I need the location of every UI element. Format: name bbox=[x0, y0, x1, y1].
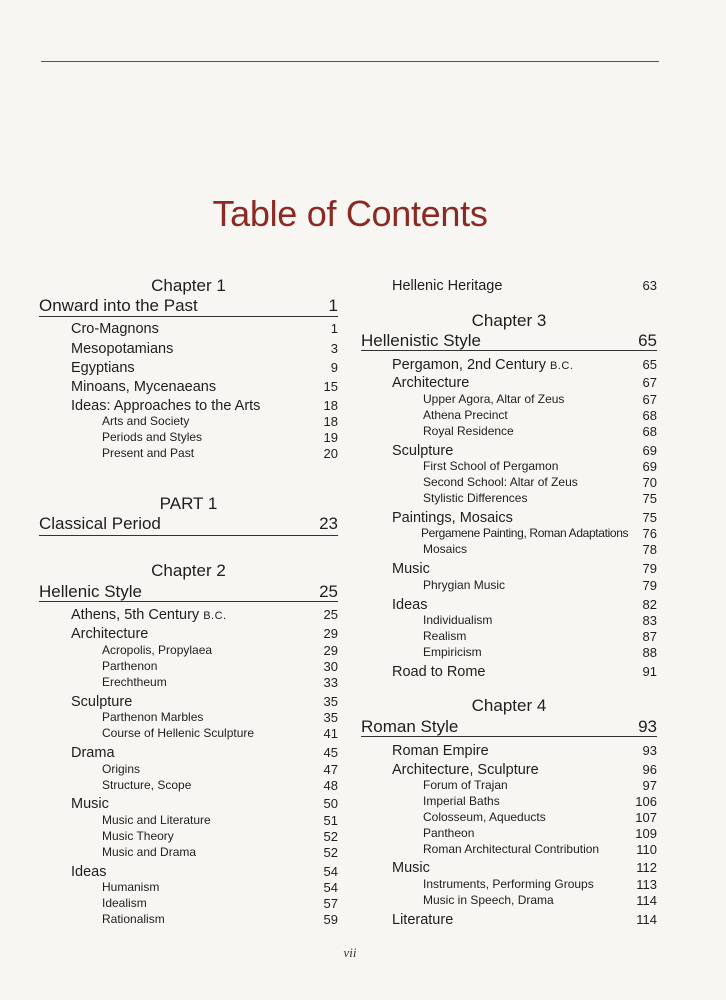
section-title: Hellenic Style bbox=[39, 582, 142, 601]
section-rule bbox=[39, 535, 338, 536]
section-title: Hellenistic Style bbox=[361, 331, 481, 350]
part-1-heading: PART 1 bbox=[159, 494, 218, 513]
section-title: Roman Style bbox=[361, 717, 459, 736]
page-number: 1 bbox=[328, 296, 338, 315]
folio-page-number: vii bbox=[343, 945, 357, 960]
section-rule bbox=[361, 736, 657, 737]
section-rule bbox=[39, 601, 338, 602]
chapter-3-heading: Chapter 3 bbox=[471, 311, 547, 330]
page-number: 23 bbox=[319, 514, 338, 533]
section-title: Classical Period bbox=[39, 514, 161, 533]
chapter-2-heading: Chapter 2 bbox=[151, 561, 226, 580]
section-title: Onward into the Past bbox=[39, 296, 198, 315]
page-title: Table of Contents bbox=[212, 193, 488, 234]
page-number: 65 bbox=[638, 331, 657, 350]
top-rule bbox=[41, 61, 659, 62]
chapter-4-heading: Chapter 4 bbox=[471, 696, 547, 715]
section-rule bbox=[361, 350, 657, 351]
page-number: 93 bbox=[638, 717, 657, 736]
page-number: 25 bbox=[319, 582, 338, 601]
section-rule bbox=[39, 316, 338, 317]
chapter-1-heading: Chapter 1 bbox=[151, 276, 226, 295]
